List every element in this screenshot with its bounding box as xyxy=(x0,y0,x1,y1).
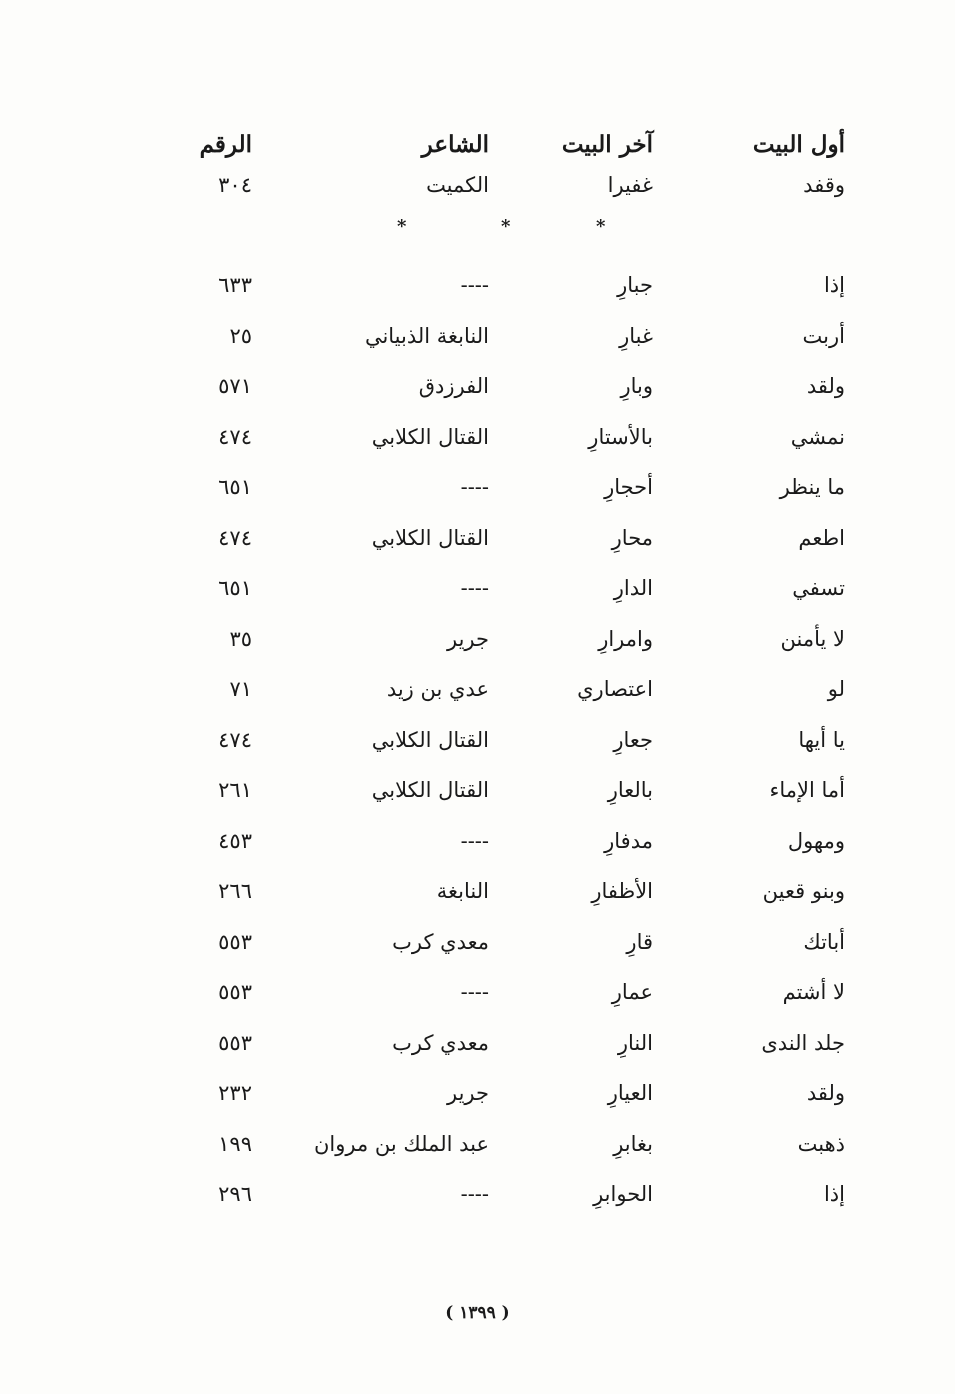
table-row xyxy=(0,568,955,608)
poet: عبد الملك بن مروان xyxy=(313,1131,489,1156)
number: ٢٥ xyxy=(229,323,252,348)
number: ٤٧٤ xyxy=(218,727,252,752)
page-number: ( ١٣٩٩ ) xyxy=(445,1303,510,1323)
number: ٤٧٤ xyxy=(218,525,252,550)
number: ٢٦١ xyxy=(218,778,252,802)
table-row xyxy=(0,1124,955,1164)
poet: النابغة الذبياني xyxy=(364,323,489,348)
last-word: وامرارِ xyxy=(598,626,653,651)
first-word: ما ينظر xyxy=(779,475,845,499)
first-word: أباتك xyxy=(803,929,845,954)
first-word: تسفي xyxy=(792,576,845,600)
last-word: مدفارِ xyxy=(604,828,653,853)
first-word: إذا xyxy=(823,273,845,297)
first-word: إذا xyxy=(823,1182,845,1206)
last-word: غبارِ xyxy=(619,323,653,348)
poet: الكميت xyxy=(426,173,489,197)
poet: القتال الكلابي xyxy=(371,525,489,550)
poet: جرير xyxy=(447,626,489,651)
poet: القتال الكلابي xyxy=(371,424,489,449)
last-word: جبارِ xyxy=(617,273,653,297)
number: ٥٥٣ xyxy=(218,929,252,954)
first-word: وقفد xyxy=(803,173,845,197)
last-word: النارِ xyxy=(617,1030,653,1055)
first-word: اطعم xyxy=(798,525,845,550)
last-word: الأظفارِ xyxy=(591,879,653,903)
last-word: وبارِ xyxy=(620,374,653,398)
poet: ---- xyxy=(460,475,489,499)
number: ٤٧٤ xyxy=(218,424,252,449)
table-row xyxy=(0,669,955,709)
last-word: قارِ xyxy=(626,929,653,954)
last-word: محارِ xyxy=(611,525,653,550)
last-word: العيارِ xyxy=(607,1081,653,1105)
first-word: أربت xyxy=(802,323,845,348)
poet: معدي كرب xyxy=(392,1030,489,1055)
first-word: لو xyxy=(827,677,845,701)
table-row xyxy=(0,518,955,558)
table-row xyxy=(0,871,955,911)
header-first-word: أول البيت xyxy=(752,131,845,158)
table-row xyxy=(0,1174,955,1214)
poet: ---- xyxy=(460,980,489,1004)
last-word: عمارِ xyxy=(611,980,653,1004)
number: ٥٧١ xyxy=(218,374,252,398)
table-header xyxy=(0,125,955,165)
number: ٥٥٣ xyxy=(218,1030,252,1055)
poet: ---- xyxy=(460,273,489,297)
last-word: غفيرا xyxy=(607,173,653,197)
number: ٦٥١ xyxy=(218,576,252,600)
table-row xyxy=(0,619,955,659)
table-row xyxy=(0,417,955,457)
header-last-word: آخر البيت xyxy=(561,131,653,158)
poet: ---- xyxy=(460,828,489,853)
table-row xyxy=(0,922,955,962)
poet: الفرزدق xyxy=(418,374,489,398)
poet: عدي بن زيد xyxy=(386,677,489,701)
number: ٢٩٦ xyxy=(218,1182,252,1206)
table-row xyxy=(0,821,955,861)
number: ٣٠٤ xyxy=(218,173,252,197)
first-word: ومهول xyxy=(787,828,845,853)
last-word: الدارِ xyxy=(613,576,653,600)
first-word: لا أشتم xyxy=(782,980,845,1004)
number: ٦٥١ xyxy=(218,475,252,499)
last-word: بالعارِ xyxy=(607,778,653,802)
separator-star: * xyxy=(501,216,511,237)
separator-star: * xyxy=(596,216,606,237)
poet: القتال الكلابي xyxy=(371,778,489,802)
table-row xyxy=(0,265,955,305)
poet: القتال الكلابي xyxy=(371,727,489,752)
last-word: أحجارِ xyxy=(604,475,653,499)
poet: جرير xyxy=(447,1081,489,1105)
first-word: وبنو قعين xyxy=(762,879,845,903)
poet: ---- xyxy=(460,576,489,600)
last-word: بالأستارِ xyxy=(588,424,653,449)
table-row xyxy=(0,316,955,356)
last-word: اعتصاري xyxy=(577,677,653,701)
table-row xyxy=(0,467,955,507)
poet: النابغة xyxy=(436,879,489,903)
first-word: ذهبت xyxy=(797,1131,845,1156)
number: ٥٥٣ xyxy=(218,980,252,1004)
first-word: لا يأمنن xyxy=(780,626,845,651)
table-row xyxy=(0,1073,955,1113)
table-row-first xyxy=(0,165,955,205)
number: ١٩٩ xyxy=(218,1131,252,1156)
last-word: بغابرِ xyxy=(613,1131,653,1156)
first-word: نمشي xyxy=(790,424,845,449)
table-row xyxy=(0,366,955,406)
number: ٢٦٦ xyxy=(218,879,252,903)
first-word: ولقد xyxy=(806,1081,845,1105)
first-word: يا أيها xyxy=(798,727,845,752)
poet: ---- xyxy=(460,1182,489,1206)
number: ٦٣٣ xyxy=(218,273,252,297)
table-row xyxy=(0,720,955,760)
table-row xyxy=(0,1023,955,1063)
header-poet: الشاعر xyxy=(421,131,489,158)
last-word: الحوابرِ xyxy=(593,1182,653,1206)
separator-star: * xyxy=(397,216,407,237)
number: ٧١ xyxy=(229,677,252,701)
poet: معدي كرب xyxy=(392,929,489,954)
last-word: جعارِ xyxy=(613,727,653,752)
section-separator xyxy=(0,212,955,242)
first-word: ولقد xyxy=(806,374,845,398)
first-word: جلد الندى xyxy=(761,1030,845,1055)
header-number: الرقم xyxy=(199,131,252,158)
table-row xyxy=(0,770,955,810)
number: ٤٥٣ xyxy=(218,828,252,853)
first-word: أما الإماء xyxy=(769,778,845,802)
number: ٣٥ xyxy=(229,626,252,651)
table-row xyxy=(0,972,955,1012)
number: ٢٣٢ xyxy=(218,1081,252,1105)
